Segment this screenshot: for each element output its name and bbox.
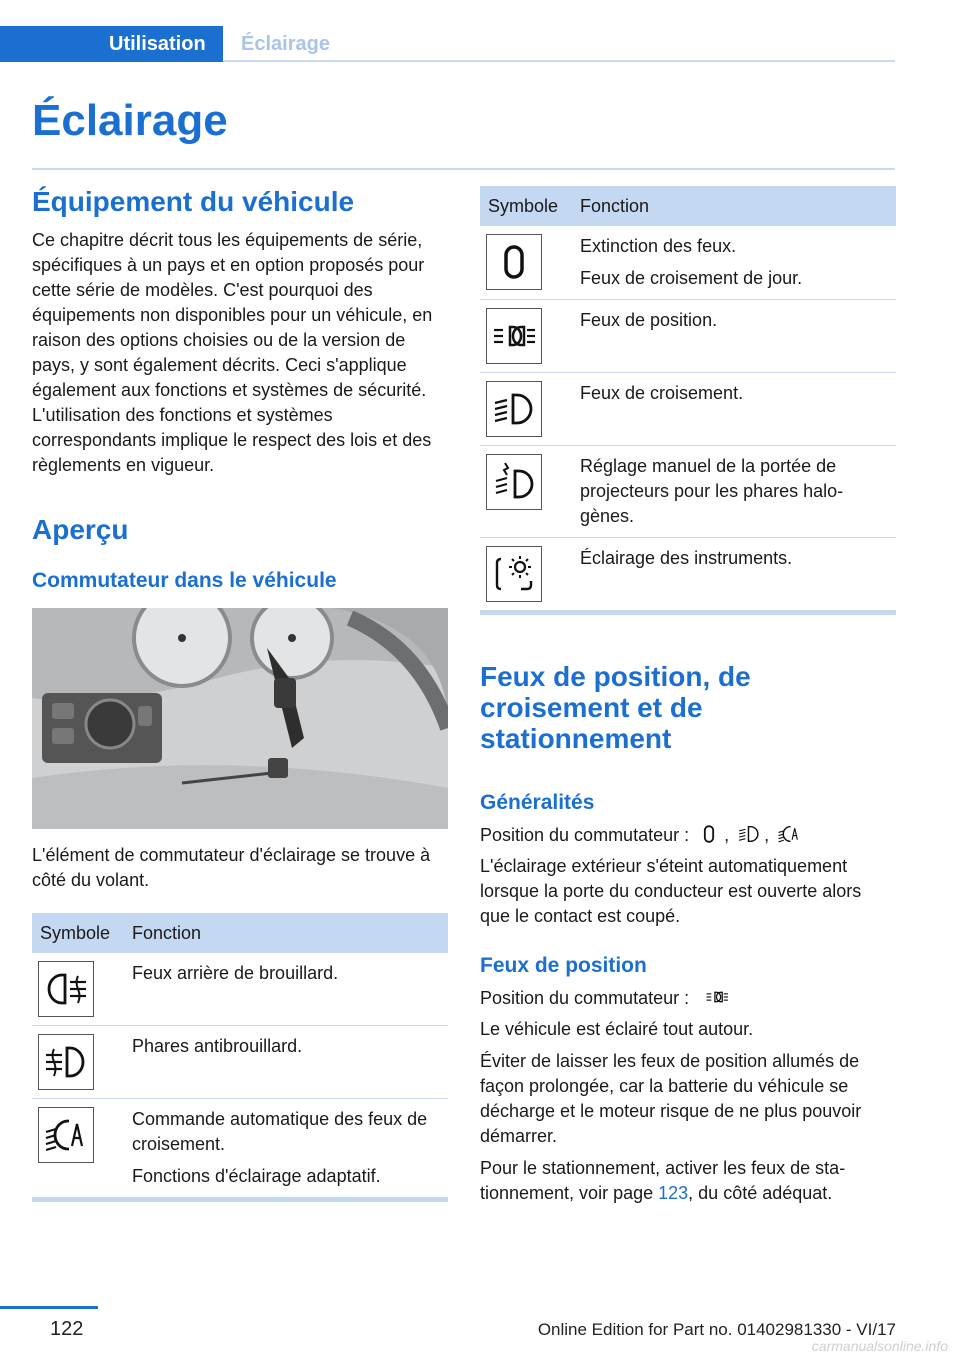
zero-position-icon	[486, 234, 542, 290]
header-chapter-tab[interactable]: Utilisation	[0, 26, 223, 62]
table-row	[480, 373, 896, 446]
column-header-symbol: Symbole	[480, 186, 572, 226]
function-text: Commande automatique des feux de croisement.	[132, 1109, 428, 1154]
table-row	[480, 300, 896, 373]
switch-position-line	[480, 985, 896, 1011]
switch-position-line	[480, 822, 896, 848]
table-row	[32, 953, 448, 1026]
function-text: Éclairage des instruments.	[580, 548, 793, 568]
footer-divider	[0, 1306, 98, 1309]
subsection-title-parking: Feux de position	[480, 954, 647, 977]
symbol-table-left	[32, 913, 448, 1202]
intro-paragraph: Ce chapitre décrit tous les équipements de série, spécifiques à un pays et en option proposés pour cette série de modèles. C'est pourquoi des équipements non disponibles pour un véhicule, en raison des options choisies ou de la version de pays, y sont également décrits. Ceci s'applique également aux fonctions et systèmes de sécurité. L'utilisation des fonctions et systèmes correspondants implique le respect des lois et des règlements en vigueur.	[32, 230, 433, 475]
symbol-table-right	[480, 186, 896, 615]
parking-text-pre: Pour le stationnement, activer les feux de stationnement, voir page	[480, 1158, 846, 1203]
dashboard-photo	[32, 608, 448, 829]
watermark: carmanualsonline.info	[811, 1338, 948, 1354]
running-header	[0, 0, 960, 62]
function-text: Feux de croisement.	[580, 383, 744, 403]
left-column	[32, 186, 448, 1202]
function-text: Réglage manuel de la portée de projecteurs pour les phares halogènes.	[580, 456, 844, 526]
column-header-function: Fonction	[572, 186, 896, 226]
separator: ,	[724, 825, 730, 845]
front-fog-light-icon	[38, 1034, 94, 1090]
switch-position-label: Position du commutateur :	[480, 988, 690, 1008]
parking-text-post: , du côté adéquat.	[688, 1183, 833, 1203]
table-row	[32, 1099, 448, 1200]
auto-low-beam-icon	[38, 1107, 94, 1163]
dashboard-illustration	[32, 608, 448, 829]
auto-low-beam-icon	[774, 822, 804, 846]
function-text: Feux de position.	[580, 310, 718, 330]
right-column	[480, 186, 896, 1206]
function-text: Feux de croisement de jour.	[580, 268, 803, 288]
instrument-lighting-icon	[486, 546, 542, 602]
page-title: Éclairage	[32, 96, 228, 145]
section-title-lights: Feux de position, de croisement et de stationnement	[480, 661, 751, 754]
switch-position-label: Position du commutateur :	[480, 825, 690, 845]
page-number: 122	[50, 1318, 84, 1340]
parking-light-icon	[694, 985, 740, 1009]
column-header-function: Fonction	[124, 913, 448, 953]
zero-position-icon	[694, 822, 724, 846]
table-row	[480, 538, 896, 613]
table-row	[480, 226, 896, 300]
low-beam-icon	[486, 381, 542, 437]
subsection-title-switch: Commutateur dans le véhicule	[32, 569, 337, 592]
general-paragraph: L'éclairage extérieur s'éteint automatiquement lorsque la porte du conducteur est ouverte alors que le contact est coupé.	[480, 856, 862, 926]
subsection-title-general: Généralités	[480, 791, 595, 814]
header-section-tab[interactable]: Éclairage	[241, 33, 330, 55]
parking-paragraph-3	[480, 1156, 896, 1206]
parking-paragraph-2: Éviter de laisser les feux de position allumés de façon prolongée, car la batterie du véhicule se décharge et le moteur risque de ne plus pouvoir démarrer.	[480, 1051, 862, 1146]
page-reference-link[interactable]: 123	[658, 1183, 689, 1203]
title-divider	[32, 168, 895, 170]
column-header-symbol: Symbole	[32, 913, 124, 953]
section-title-overview: Aperçu	[32, 514, 129, 545]
section-title-equipment: Équipement du véhicule	[32, 186, 355, 217]
photo-caption: L'élément de commutateur d'éclairage se trouve à côté du volant.	[32, 845, 431, 890]
table-row	[32, 1026, 448, 1099]
function-text: Extinction des feux.	[580, 236, 737, 256]
separator: ,	[764, 825, 770, 845]
header-divider	[223, 60, 895, 62]
parking-light-icon	[486, 308, 542, 364]
headlight-range-icon	[486, 454, 542, 510]
edition-note: Online Edition for Part no. 01402981330 - VI/17	[537, 1320, 896, 1339]
rear-fog-light-icon	[38, 961, 94, 1017]
parking-paragraph-1: Le véhicule est éclairé tout autour.	[480, 1019, 754, 1039]
table-row	[480, 446, 896, 538]
function-text: Phares antibrouillard.	[132, 1036, 303, 1056]
low-beam-icon	[734, 822, 764, 846]
function-text: Fonctions d'éclairage adaptatif.	[132, 1166, 381, 1186]
function-text: Feux arrière de brouillard.	[132, 963, 339, 983]
